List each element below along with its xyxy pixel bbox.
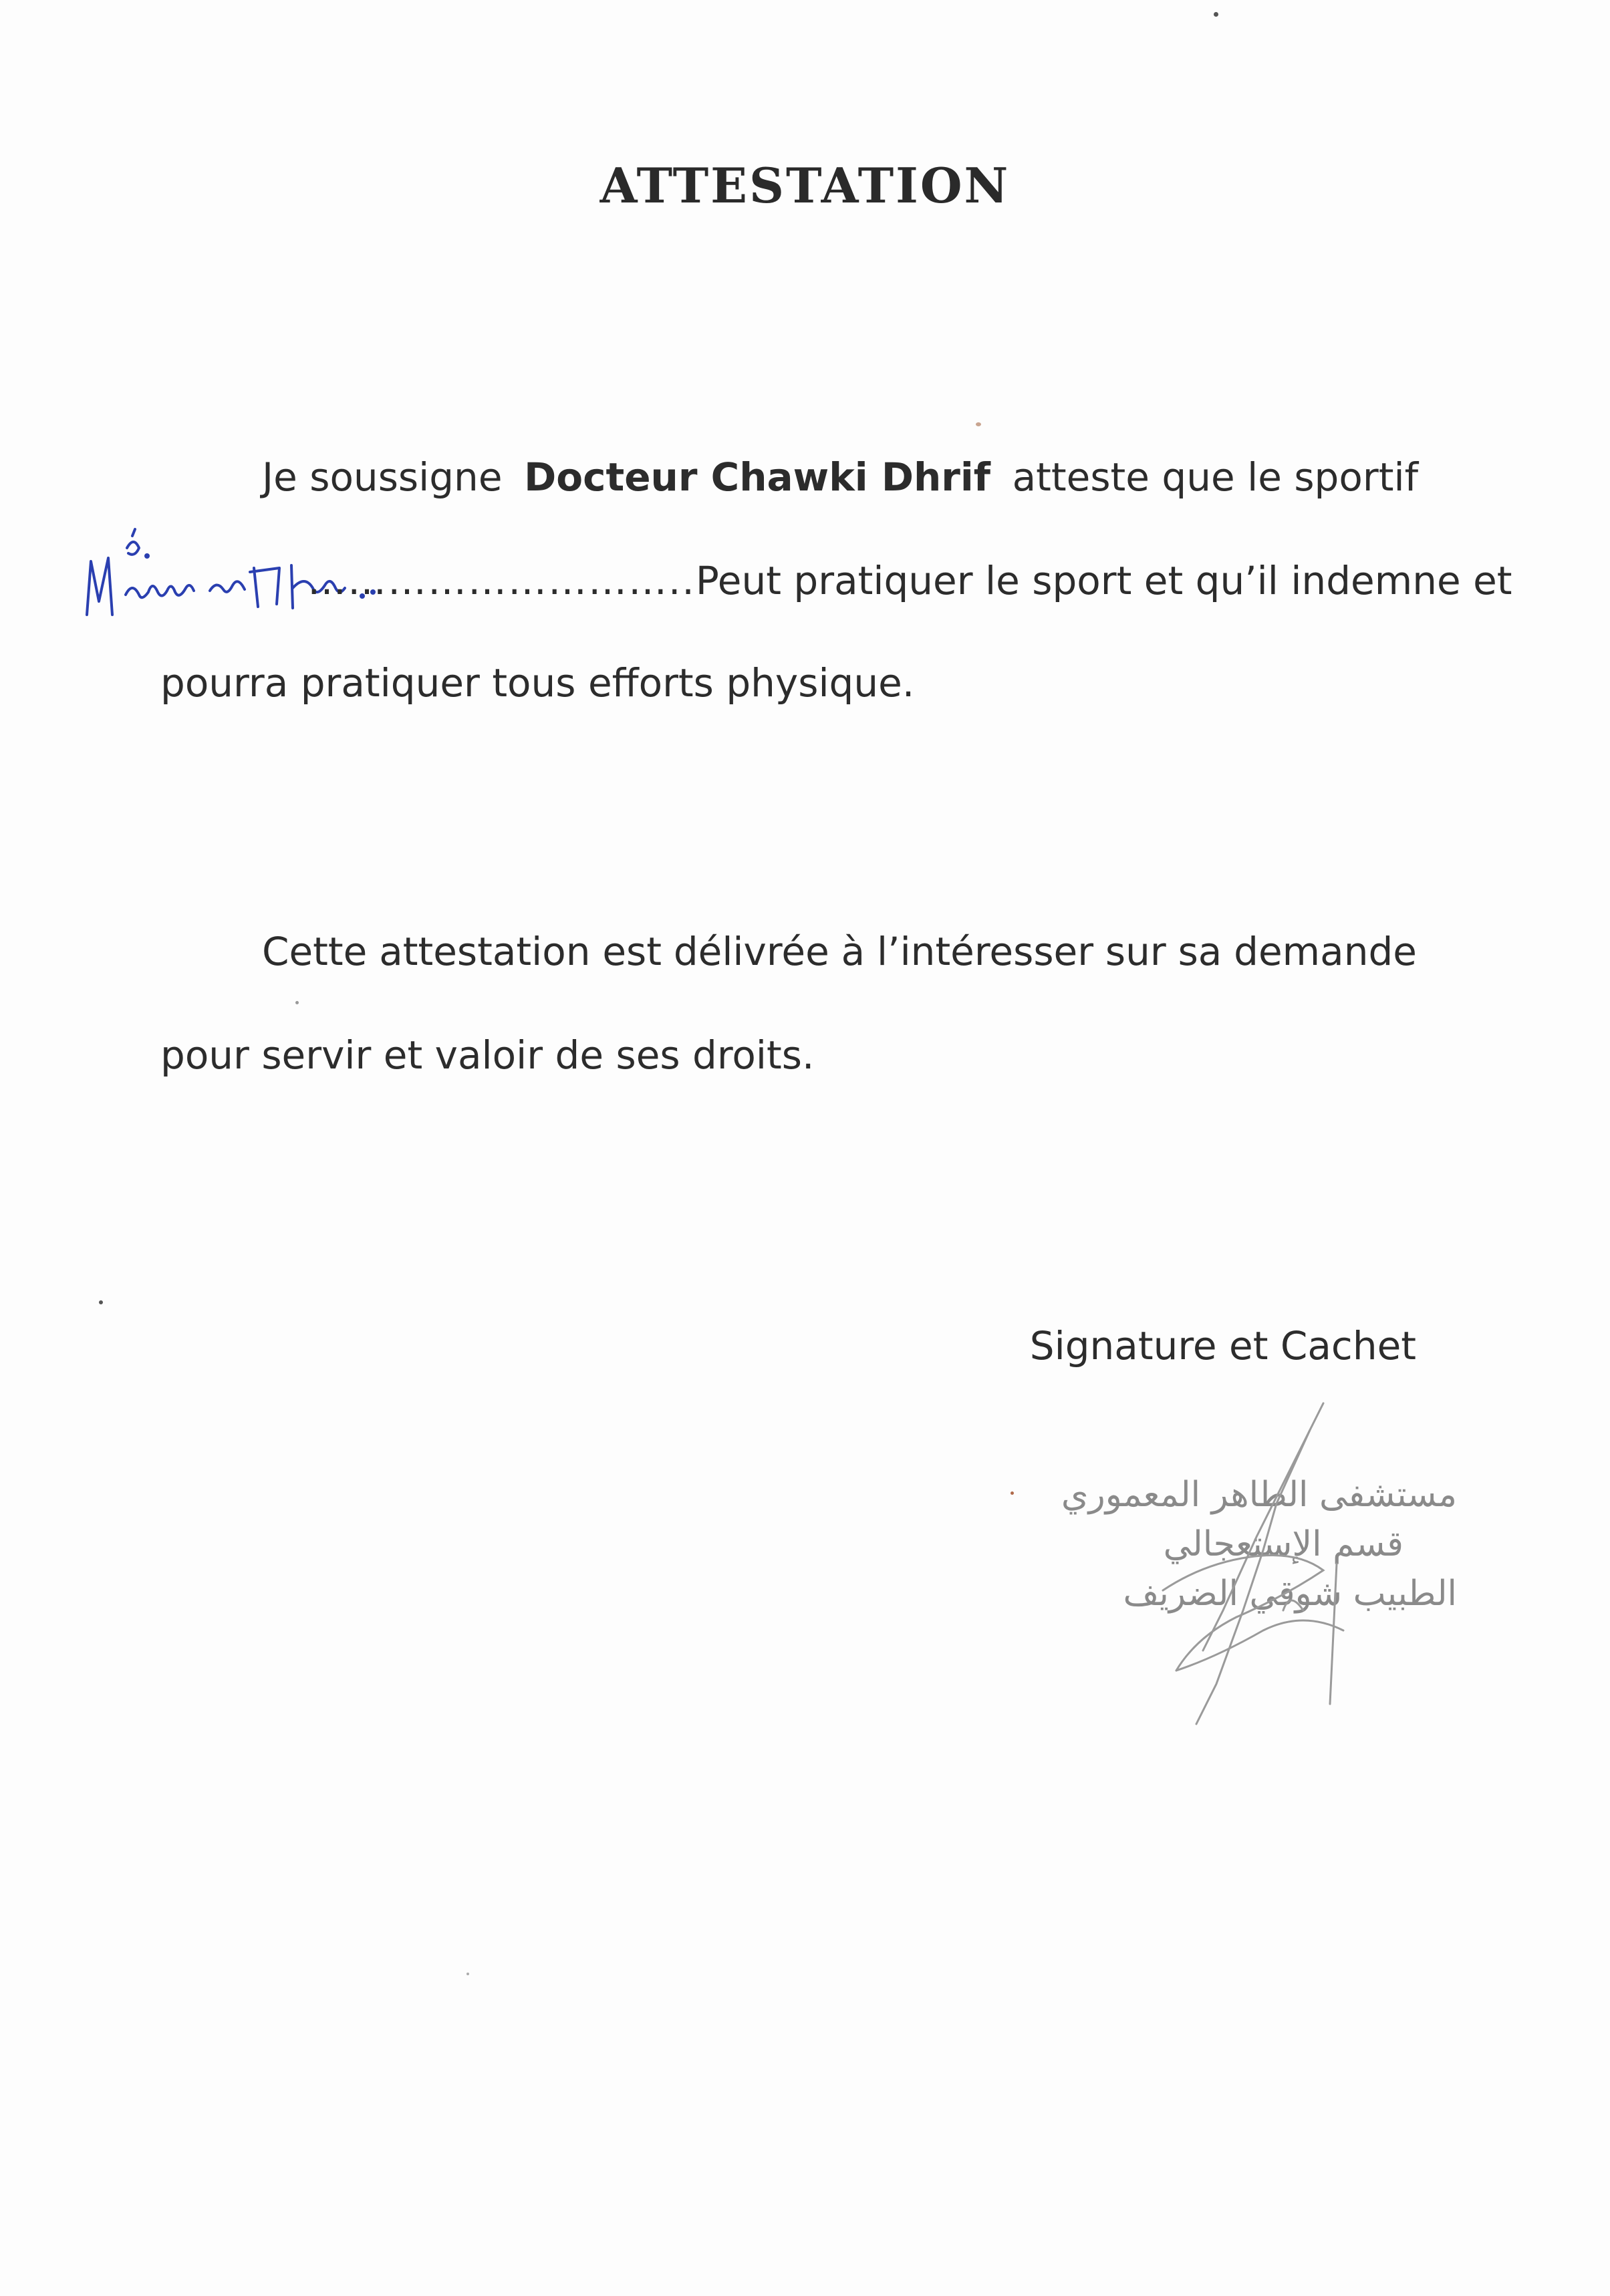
signature-scribble bbox=[1123, 1390, 1363, 1737]
word: à bbox=[841, 929, 865, 974]
word: sur bbox=[1105, 929, 1166, 974]
word: est bbox=[602, 929, 662, 974]
word: délivrée bbox=[673, 929, 829, 974]
paragraph2-line1 bbox=[262, 929, 1417, 974]
stamp-line3: الطبيب شوقي الضريف bbox=[1123, 1574, 1457, 1614]
scan-speck bbox=[99, 1300, 103, 1304]
paragraph1-line2 bbox=[307, 558, 1512, 603]
doctor-name: Docteur Chawki Dhrif bbox=[524, 454, 991, 500]
word: Cette bbox=[262, 929, 368, 974]
word: attestation bbox=[379, 929, 591, 974]
scan-speck bbox=[466, 1973, 469, 1975]
name-dots: ……………………….. bbox=[307, 558, 696, 603]
paragraph1-prefix: Je soussigne bbox=[262, 454, 503, 500]
paragraph1-suffix: atteste que le sportif bbox=[1012, 454, 1418, 500]
stamp-line1: مستشفى الطاهر المعموري bbox=[1061, 1475, 1457, 1515]
paragraph1-line1 bbox=[262, 454, 1418, 500]
word: l’intéresser bbox=[877, 929, 1094, 974]
word: sa bbox=[1178, 929, 1222, 974]
scan-speck bbox=[295, 1001, 299, 1004]
paragraph2-line2: pour servir et valoir de ses droits. bbox=[160, 1032, 815, 1078]
document-title: ATTESTATION bbox=[599, 157, 1011, 214]
word: demande bbox=[1234, 929, 1417, 974]
scan-speck bbox=[1214, 12, 1218, 17]
scan-speck bbox=[1011, 1491, 1014, 1495]
stamp-line2: قسم الإستعجالي bbox=[1163, 1524, 1403, 1564]
paragraph1-line3: pourra pratiquer tous efforts physique. bbox=[160, 660, 915, 706]
paragraph1-line2-text: Peut pratiquer le sport et qu’il indemne et bbox=[695, 558, 1512, 603]
signature-label: Signature et Cachet bbox=[1029, 1323, 1416, 1369]
scan-speck bbox=[976, 422, 981, 426]
